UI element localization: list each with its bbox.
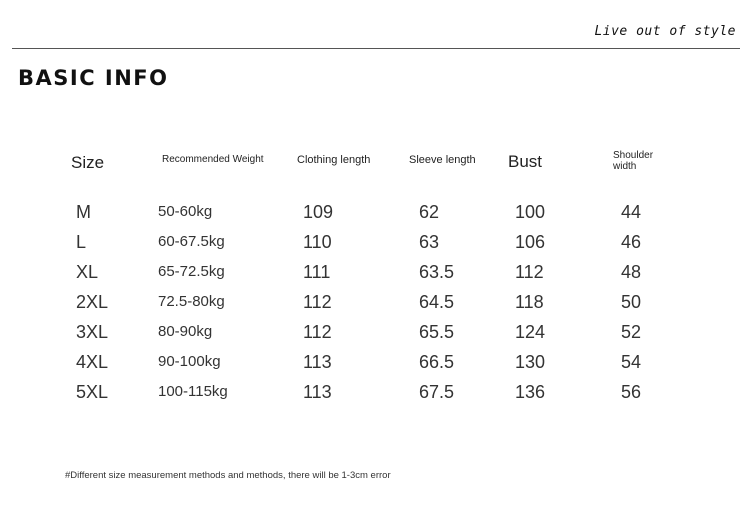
cell-length: 112 xyxy=(303,292,332,312)
cell-bust: 118 xyxy=(515,292,544,312)
cell-length: 109 xyxy=(303,202,334,222)
cell-length: 113 xyxy=(303,352,332,372)
table-row xyxy=(0,292,750,322)
table-row xyxy=(0,322,750,352)
cell-weight: 50-60kg xyxy=(158,203,213,220)
cell-length: 113 xyxy=(303,382,332,402)
measurement-note: #Different size measurement methods and methods, there will be 1-3cm error xyxy=(65,470,391,481)
cell-shoulder: 48 xyxy=(621,262,642,282)
cell-weight: 72.5-80kg xyxy=(158,293,225,310)
cell-size: XL xyxy=(76,262,99,282)
header-sleeve-length: Sleeve length xyxy=(409,154,476,166)
cell-length: 110 xyxy=(303,232,332,252)
cell-shoulder: 44 xyxy=(621,202,642,222)
cell-bust: 130 xyxy=(515,352,546,372)
cell-sleeve: 63.5 xyxy=(419,262,455,282)
table-row xyxy=(0,202,750,232)
cell-weight: 80-90kg xyxy=(158,323,213,340)
tagline: Live out of style xyxy=(594,24,736,39)
cell-shoulder: 54 xyxy=(621,352,642,372)
cell-weight: 90-100kg xyxy=(158,353,221,370)
cell-sleeve: 65.5 xyxy=(419,322,455,342)
cell-shoulder: 56 xyxy=(621,382,642,402)
cell-sleeve: 62 xyxy=(419,202,440,222)
page-title: BASIC INFO xyxy=(18,66,169,90)
cell-size: 3XL xyxy=(76,322,109,342)
table-row xyxy=(0,262,750,292)
cell-sleeve: 64.5 xyxy=(419,292,455,312)
table-row xyxy=(0,232,750,262)
header-divider xyxy=(12,48,740,49)
cell-length: 111 xyxy=(303,262,331,282)
table-row xyxy=(0,382,750,412)
cell-bust: 136 xyxy=(515,382,546,402)
cell-bust: 106 xyxy=(515,232,546,252)
header-clothing-length: Clothing length xyxy=(297,154,371,166)
cell-weight: 65-72.5kg xyxy=(158,263,225,280)
cell-bust: 112 xyxy=(515,262,544,282)
cell-size: 5XL xyxy=(76,382,109,402)
cell-sleeve: 67.5 xyxy=(419,382,455,402)
cell-size: L xyxy=(76,232,87,252)
cell-size: 4XL xyxy=(76,352,109,372)
cell-shoulder: 52 xyxy=(621,322,642,342)
header-recommended-weight: Recommended Weight xyxy=(162,154,264,165)
cell-sleeve: 66.5 xyxy=(419,352,455,372)
cell-size: 2XL xyxy=(76,292,109,312)
header-shoulder-width: Shoulder width xyxy=(613,150,654,172)
cell-weight: 60-67.5kg xyxy=(158,233,225,250)
cell-shoulder: 46 xyxy=(621,232,642,252)
header-bust: Bust xyxy=(508,152,543,171)
cell-size: M xyxy=(76,202,91,222)
cell-bust: 124 xyxy=(515,322,546,342)
cell-shoulder: 50 xyxy=(621,292,642,312)
cell-length: 112 xyxy=(303,322,332,342)
cell-sleeve: 63 xyxy=(419,232,440,252)
cell-bust: 100 xyxy=(515,202,546,222)
table-row xyxy=(0,352,750,382)
header-size: Size xyxy=(71,153,105,172)
cell-weight: 100-115kg xyxy=(158,383,228,400)
